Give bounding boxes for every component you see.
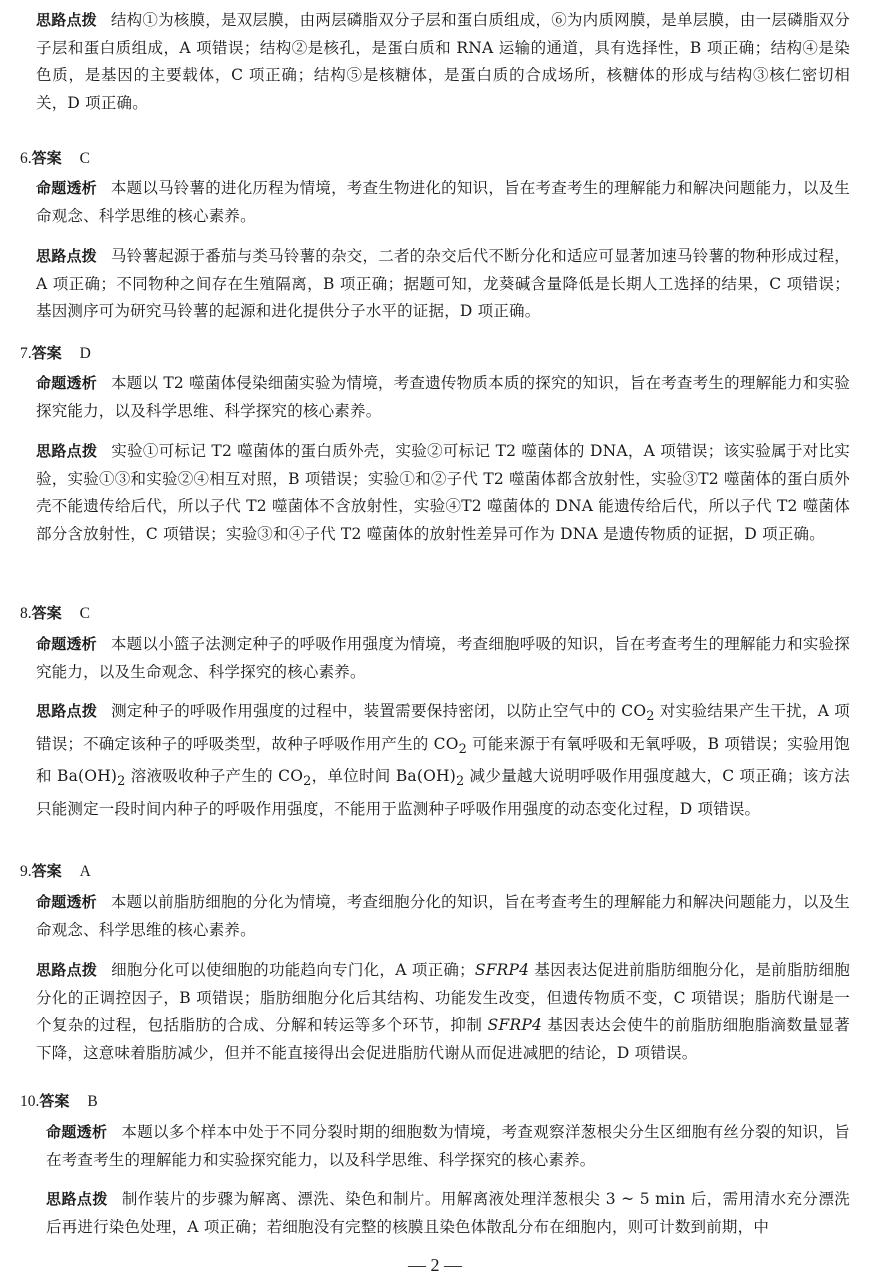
reasoning-paragraph [36,698,850,823]
reasoning-paragraph [36,957,850,1067]
reasoning-paragraph [36,7,850,117]
question-number: 8. [20,605,32,622]
paragraph-text: 制作装片的步骤为解离、漂洗、染色和制片。用解离液处理洋葱根尖 3 ~ 5 min 后，需用清水充分漂洗后再进行染色处理，A 项正确；若细胞没有完整的核膜且染色体散乱分布在细胞内，则可计数到前期，中 [46,1190,850,1236]
answer-choice: A [79,863,91,880]
reasoning-paragraph [46,1186,850,1241]
paragraph-text: 实验①可标记 T2 噬菌体的蛋白质外壳，实验②可标记 T2 噬菌体的 DNA，A 项错误；该实验属于对比实验，实验①③和实验②④相互对照，B 项错误；实验①和②子代 T2 噬菌体都含放射性，实验③T2 噬菌体的蛋白质外壳不能遗传给后代，所以子代 T2 噬菌体不含放射性，实验④T2 噬菌体的 DNA 能遗传给后代，所以子代 T2 噬菌体部分含放射性，C 项错误；实验③和④子代 T2 噬菌体的放射性差异可作为 DNA 是遗传物质的证据，D 项正确。 [36,442,850,543]
section-label: 命题透析 [36,635,97,653]
paragraph-text: 本题以小篮子法测定种子的呼吸作用强度为情境，考查细胞呼吸的知识，旨在考查考生的理解能力和实验探究能力，以及生命观念、科学探究的核心素养。 [36,635,850,681]
question-number: 7. [20,345,32,362]
analysis-paragraph [36,370,850,425]
section-label: 思路点拨 [36,11,97,29]
paragraph-text: 本题以 T2 噬菌体侵染细菌实验为情境，考查遗传物质本质的探究的知识，旨在考查考生的理解能力和实验探究能力，以及科学思维、科学探究的核心素养。 [36,374,850,420]
paragraph-text: 测定种子的呼吸作用强度的过程中，装置需要保持密闭，以防止空气中的 $CO_2$ 对实验结果产生干扰，A 项错误；不确定该种子的呼吸类型，故种子呼吸作用产生的 $CO_2$ 可能来源于有氧呼吸和无氧呼吸，B 项错误；实验用饱和 $Ba(OH)_2$ 溶液吸收种子产生的 $CO_2$，单位时间 $Ba(OH)_2$ 减少量越大说明呼吸作用强度越大，C 项正确；该方法只能测定一段时间内种子的呼吸作用强度，不能用于监测种子呼吸作用强度的动态变化过程，D 项错误。 [36,702,850,818]
analysis-paragraph [36,631,850,686]
answer-heading [20,340,91,368]
section-label: 思路点拨 [46,1190,108,1208]
paragraph-text: 本题以马铃薯的进化历程为情境，考查生物进化的知识，旨在考查考生的理解能力和解决问题能力，以及生命观念、科学思维的核心素养。 [36,179,850,225]
answer-choice: C [79,605,90,622]
answer-choice: B [87,1093,98,1110]
analysis-paragraph [36,889,850,944]
section-label: 命题透析 [36,374,97,392]
question-number: 9. [20,863,32,880]
answer-label: 答案 [31,149,62,167]
question-number: 6. [20,150,32,167]
answer-label: 答案 [39,1092,70,1110]
reasoning-paragraph [36,438,850,548]
paragraph-text: 细胞分化可以使细胞的功能趋向专门化，A 项正确；SFRP4 基因表达促进前脂肪细胞分化，是前脂肪细胞分化的正调控因子，B 项错误；脂肪细胞分化后其结构、功能发生改变，但遗传物质不变，C 项错误；脂肪代谢是一个复杂的过程，包括脂肪的合成、分解和转运等多个环节，抑制 SFRP4 基因表达会使牛的前脂肪细胞脂滴数量显著下降，这意味着脂肪减少，但并不能直接得出会促进脂肪代谢从而促进减肥的结论，D 项错误。 [36,961,850,1062]
section-label: 命题透析 [46,1123,108,1141]
section-label: 思路点拨 [36,247,97,265]
answer-heading [20,858,91,886]
answer-label: 答案 [31,862,62,880]
answer-choice: C [79,150,90,167]
reasoning-paragraph [36,243,850,326]
analysis-paragraph [46,1119,850,1174]
answer-choice: D [79,345,91,362]
answer-heading [20,1088,98,1116]
paragraph-text: 本题以多个样本中处于不同分裂时期的细胞数为情境，考查观察洋葱根尖分生区细胞有丝分裂的知识，旨在考查考生的理解能力和实验探究能力，以及科学思维、科学探究的核心素养。 [46,1123,850,1169]
answer-heading [20,145,90,173]
page-number: — 2 — [408,1255,462,1275]
answer-heading [20,600,90,628]
section-label: 命题透析 [36,179,97,197]
answer-label: 答案 [31,344,62,362]
section-label: 思路点拨 [36,961,98,979]
paragraph-text: 结构①为核膜，是双层膜，由两层磷脂双分子层和蛋白质组成，⑥为内质网膜，是单层膜，由一层磷脂双分子层和蛋白质组成，A 项错误；结构②是核孔，是蛋白质和 RNA 运输的通道，具有选择性，B 项正确；结构④是染色质，是基因的主要载体，C 项正确；结构⑤是核糖体，是蛋白质的合成场所，核糖体的形成与结构③核仁密切相关，D 项正确。 [36,11,850,112]
analysis-paragraph [36,175,850,230]
answer-label: 答案 [31,604,62,622]
paragraph-text: 马铃薯起源于番茄与类马铃薯的杂交，二者的杂交后代不断分化和适应可显著加速马铃薯的物种形成过程，A 项正确；不同物种之间存在生殖隔离，B 项正确；据题可知，龙葵碱含量降低是长期人工选择的结果，C 项错误；基因测序可为研究马铃薯的起源和进化提供分子水平的证据，D 项正确。 [36,247,850,320]
section-label: 思路点拨 [36,442,98,460]
question-number: 10. [20,1093,40,1110]
section-label: 思路点拨 [36,702,98,720]
section-label: 命题透析 [36,893,97,911]
paragraph-text: 本题以前脂肪细胞的分化为情境，考查细胞分化的知识，旨在考查考生的理解能力和解决问题能力，以及生命观念、科学思维的核心素养。 [36,893,850,939]
